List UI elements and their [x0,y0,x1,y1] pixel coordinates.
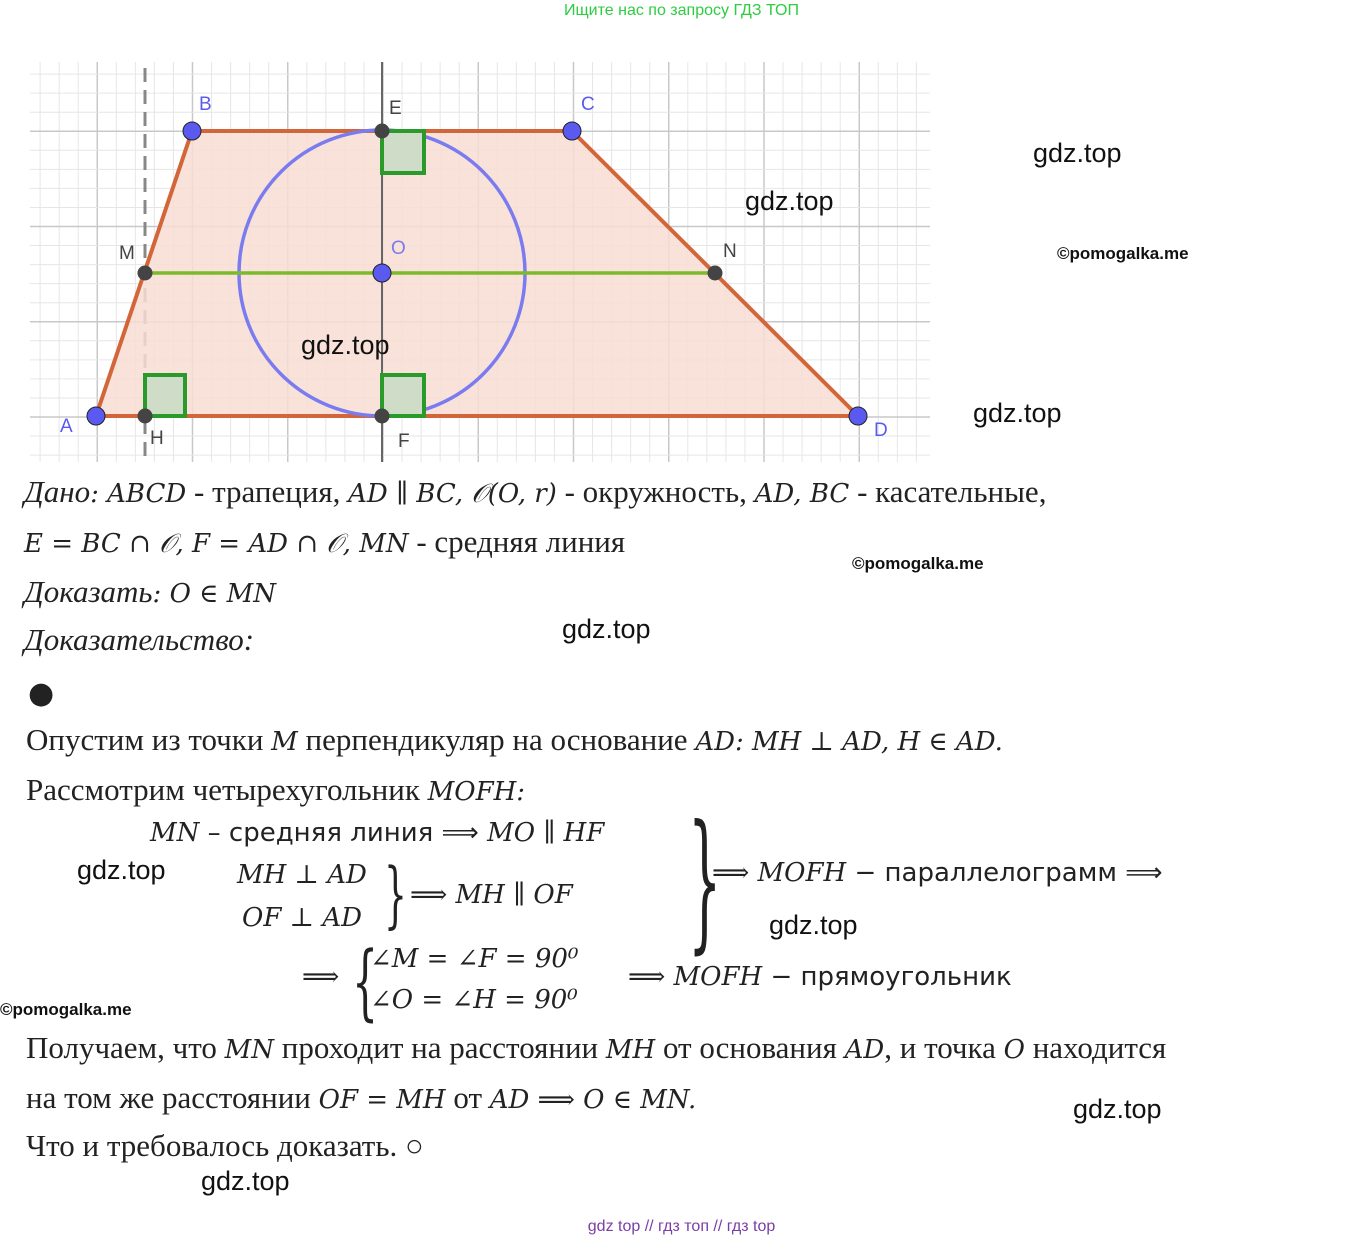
right-angle-mark-f [382,375,424,416]
bullet: ● [28,676,55,711]
prove-line [24,574,276,610]
prove-label: Доказать [24,574,153,609]
point-a [87,407,105,425]
conclusion-line-2 [26,1080,696,1116]
footer-links[interactable]: gdz top // гдз топ // гдз top [587,1218,776,1235]
step-text: Опустим из точки [26,722,272,757]
given-math: AD, BC [754,479,850,509]
point-b [183,122,201,140]
given-line-2 [24,524,625,560]
watermark-gdz: gdz.top [562,614,651,644]
label-c: C [581,94,595,115]
point-h [138,409,153,424]
watermark-gdz: gdz.top [769,910,858,940]
point-f [375,409,390,424]
implication-arrow: ⟹ [302,962,340,992]
watermark-pomogalka: ©pomogalka.me [0,1000,132,1019]
concl-math: AD ⟹ O ∈ MN. [489,1085,697,1115]
step-text: перпендикуляр на основание [297,722,696,757]
brace-large: } [688,794,722,968]
given-text: - трапеция, [186,474,349,509]
concl-text: на том же расстоянии [26,1080,319,1115]
concl-math: OF = MH [318,1085,446,1115]
angles-row-2: ∠O = ∠H = 90⁰ [370,985,578,1015]
label-f: F [398,431,410,452]
sys-math: ⟹ MOFH [712,858,847,888]
step-text: Рассмотрим четырехугольник [26,772,428,807]
point-n [708,266,723,281]
concl-math: AD [844,1035,885,1065]
search-hint-link[interactable]: Ищите нас по запросу ГДЗ ТОП [564,2,799,19]
step-1 [26,722,1003,758]
step-math: M [271,727,298,757]
watermark-gdz: gdz.top [301,330,390,360]
watermark-gdz: gdz.top [973,398,1062,428]
right-angle-mark-e [382,131,424,173]
given-line [24,474,1046,510]
sys-text: − параллелограмм ⟹ [846,858,1163,888]
given-label: Дано [24,474,91,509]
given-math: E = BC ∩ 𝒪, F = AD ∩ 𝒪, MN [24,529,409,559]
label-n: N [723,241,737,262]
given-text: - средняя линия [408,524,626,559]
sys-math: MN [150,818,200,848]
system-row-3: OF ⊥ AD [242,903,362,933]
sys-math: MO ∥ HF [487,818,605,848]
point-d [849,407,867,425]
brace-left: { [352,935,379,1030]
label-a: A [60,416,73,437]
concl-text: от основания [655,1030,845,1065]
brace-small: } [384,852,407,936]
concl-text: Получаем, что [26,1030,225,1065]
watermark-gdz: gdz.top [745,186,834,216]
label-h: H [150,428,164,449]
proof-label: Доказательство: [24,622,255,657]
point-m [138,266,153,281]
label-d: D [874,420,888,441]
given-math: AD ∥ BC, 𝒪(O, r) [348,479,557,509]
angles-result [628,962,1012,992]
sys-text: – средняя линия ⟹ [199,818,488,848]
watermark-gdz: gdz.top [77,855,166,885]
geometry-figure [0,55,940,470]
label-o: O [391,238,406,259]
watermark-pomogalka: ©pomogalka.me [852,554,984,573]
given-text: - касательные, [849,474,1047,509]
point-e [375,124,390,139]
system-row-2: MH ⊥ AD [237,860,367,890]
concl-text: находится [1024,1030,1167,1065]
step-math: MOFH: [427,777,526,807]
concl-math: MH [605,1035,656,1065]
given-text: - окружность, [556,474,755,509]
concl-math: MN [224,1035,275,1065]
step-2 [26,772,525,808]
concl-math: O [1003,1035,1025,1065]
concl-text: , и точка [884,1030,1004,1065]
sys-math: ⟹ MOFH [628,962,763,992]
given-math: : ABCD [90,479,187,509]
concl-text: проходит на расстоянии [274,1030,606,1065]
label-b: B [199,94,212,115]
watermark-gdz: gdz.top [1073,1094,1162,1124]
concl-text: от [445,1080,490,1115]
watermark-pomogalka: ©pomogalka.me [1057,244,1189,263]
angles-row-1: ∠M = ∠F = 90⁰ [370,944,579,974]
system-row-1 [150,818,604,848]
watermark-gdz: gdz.top [1033,138,1122,168]
system-result [712,858,1163,888]
system-implication: ⟹ MH ∥ OF [410,880,573,910]
label-e: E [389,98,402,119]
point-c [563,122,581,140]
sys-text: − прямоугольник [762,962,1012,992]
point-o [373,264,391,282]
right-angle-mark-h [145,375,185,416]
step-math: AD: MH ⊥ AD, H ∈ AD. [695,727,1003,757]
qed: Что и требовалось доказать. ○ [26,1128,424,1163]
conclusion-line-1 [26,1030,1166,1066]
watermark-gdz: gdz.top [201,1166,290,1196]
prove-math: : O ∈ MN [152,579,277,609]
label-m: M [119,243,135,264]
